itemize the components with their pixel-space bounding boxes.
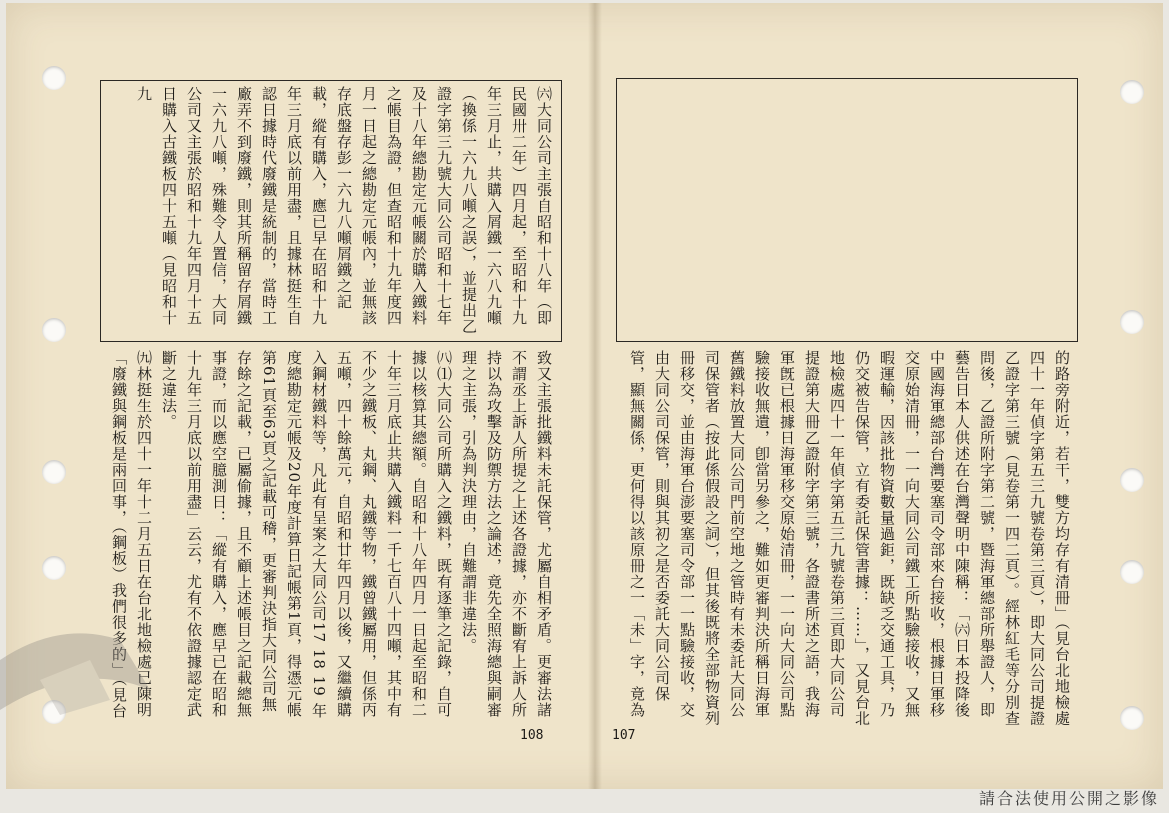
left-top-text: ㈥大同公司主張自昭和十八年（即民國卅二年）四月起，至昭和十九年三月止，共購入屑鐵一六八九噸（換係一六九八噸之誤），並提出乙證字第三九號大同公司昭和十七年及十八年總勘定元帳關於購入鐵料之帳目為證，但查昭和十九年度四月一日起之總勘定元帳內，並無該存底盤存彭一六九八噸屑鐵之記載，縱有購入，應已早在昭和十九年三月底以前用盡，且據林挺生自認日據時代廢鐵是統制的，當時工廠弄不到廢鐵，則其所稱留存屑鐵一六九八噸，殊難令人置信，大同公司又主張於昭和十九年四月十五日購入古鐵板四十五噸（見昭和十九 <box>135 86 553 335</box>
punch-hole <box>1120 706 1144 730</box>
punch-hole <box>42 556 66 580</box>
punch-hole <box>1120 468 1144 492</box>
punch-hole <box>42 318 66 342</box>
page-number-left: 108 <box>520 728 544 743</box>
punch-hole <box>1120 310 1144 334</box>
right-bottom-text: 的路旁附近，若干，雙方均存有清冊」（見台北地檢處四十一年偵字第五三九號卷第三頁），即大同公司提證乙證字第三號（見卷第一四二頁）。經林紅毛等分別查問後，乙證所附字第二號，暨海軍總部所舉證人，即藝告日本人供述在台灣聲明中陳稱：「㈥日本投降後中國海軍總部台灣要塞司令部來台接收，根據日軍移交原始清冊，一一向大同公司鐵工所點驗接收，又無暇運輸，因該批物資數量過鉅，既缺乏交通工具，乃仍交被告保管，立有委託保管書據：……」，又見台北地檢處四十一年偵字第五三九號卷第三頁即大同公司提證第大冊乙證附字第三號，各證書所述之語，我海軍旣已根據日海軍移交原始清冊，一一向大同公司點驗接收無遺，卽當另參之，難如更審判決所稱日海軍舊鐵料放置大同公司門前空地之管時有未委託大同公司保管者（按此係假設之詞），但其後既將全部物資列冊移交，並由海軍台澎要塞司令部一一點驗接收，交由大同公司保管，則與其初之是否委託大同公司保管，顯無關係，更何得以該原冊之一「未」字，竟為 <box>628 350 1071 727</box>
left-bottom-text: 致又主張批鐵料未託保管，尤屬自相矛盾。更審法諸不謂丞上訴人所提之上述各證據，亦不斷宥上訴人所持以為攻擊及防禦方法之論述，竟先全照海總與嗣審理之主張，引為判決理由，自難謂非違法。 ㈧⑴大同公司所購入之鐵料，既有逐筆之記錄，自可據以核算其總額。自昭和十八年四月一日起至昭和二十年三月底止共購入鐵料一千七百八十四噸，其中有不少之鐵板、丸鋼、丸鐵等物，鐵曾鐵屬用，但係丙五噸，四十餘萬元，自昭和廿年四月以後，又繼續購入鋼材鐵料等，凡此有呈案之大同公司17 18 19 年度總勘定元帳及20年度計算日記帳第1頁，得憑元帳第61頁至63頁之記載可稽，更審判決指大同公司無存餘之記載，已屬偷據，且不顧上述帳目之記載總無事證，而以應空臆測日：「縱有購入，應早已在昭和十九年三月底以前用盡」云云，尤有不依證據認定武斷之違法。 ㈨林挺生於四十一年十二月五日在台北地檢處已陳明「廢鐵與鋼板是兩回事，（鋼板）我們很多的」（見台 <box>110 350 553 719</box>
usage-notice-stamp: 請合法使用公開之影像 <box>978 789 1159 808</box>
punch-hole <box>1120 560 1144 584</box>
punch-hole <box>1120 80 1144 104</box>
watermark-logo-icon <box>0 600 160 720</box>
right-top-empty-frame <box>616 78 1078 342</box>
punch-hole <box>42 460 66 484</box>
page-fold <box>588 3 602 789</box>
punch-hole <box>42 66 66 90</box>
page-number-right: 107 <box>612 728 636 743</box>
